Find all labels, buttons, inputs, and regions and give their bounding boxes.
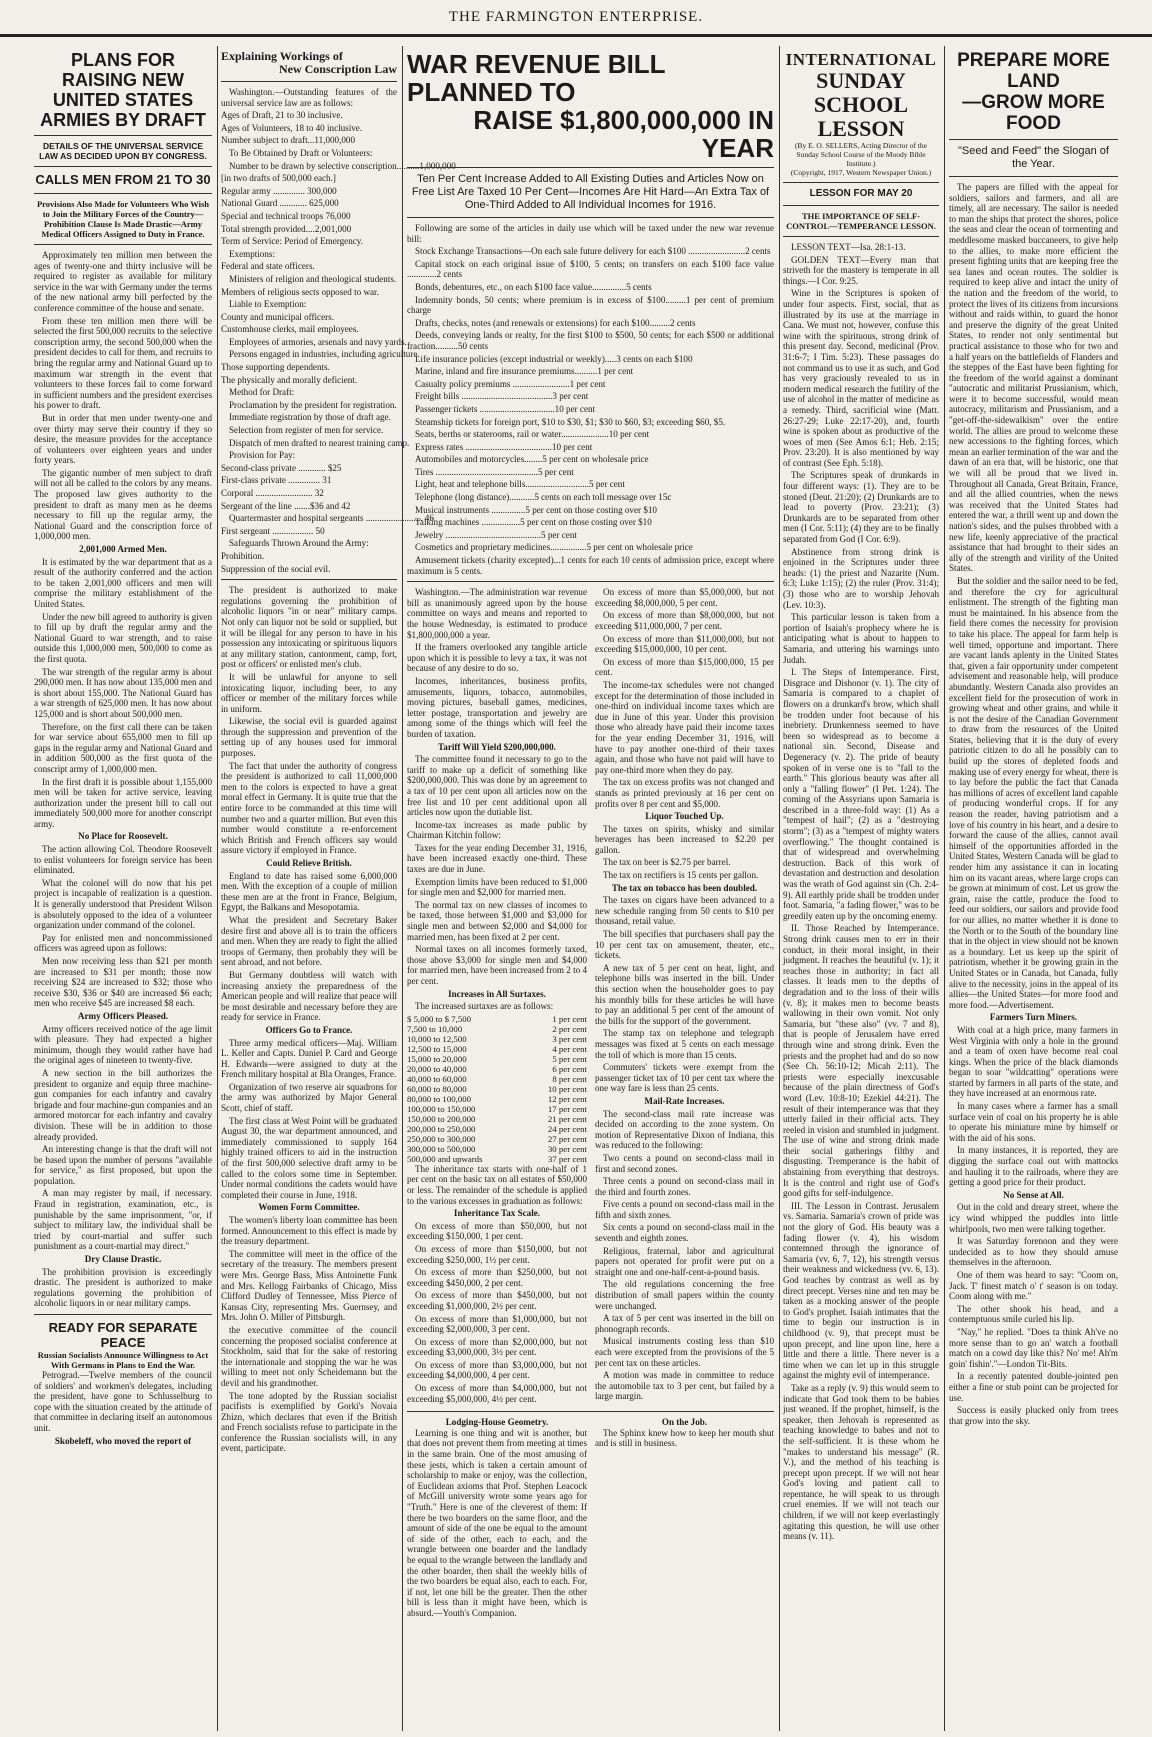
subheading: Ages of Volunteers, 18 to 40 inclusive. — [221, 122, 363, 133]
surtax-rate: 37 per cent — [547, 1153, 587, 1164]
paragraph: Steamship tickets for foreign port, $10 to $30, $1; $30 to $60, $3; exceeding $60, $5. — [415, 416, 726, 427]
paragraph: Take as a reply (v. 9) this would seem to indicate that God took them to be babies just weaned. If the prophet, himself, is the speaker, then Jehovah is represented as teaching knowledge to babes and not to the self-sufficient. It is these whom he "makes to understand his message" (R. V.), and the method of his teaching is precept upon precept. If we will not hear God's loving and patient call to repentance, he will speak to us through cruel enemies. If we will not teach our children, if we will not keep everlastingly agitating this question, he will use other means (v. 11). — [783, 1382, 939, 1542]
paragraph: Likewise, the social evil is guarded against through the suppression and prevention of the setting up of any houses used for immoral purposes. — [221, 716, 397, 759]
paragraph: Bonds, debentures, etc., on each $100 face value...............5 cents — [415, 281, 652, 292]
subheading: Tariff Will Yield $200,000,000. — [438, 741, 556, 752]
paragraph: the executive committee of the council concerning the proposed socialist conference at Stockholm, said that for the sake of restoring the internationale and stopping the war he was willing to meet not only Scheidemann but the devil and his grandmother. — [221, 1324, 397, 1388]
paragraph: The tax on rectifiers is 15 cents per gallon. — [603, 870, 759, 881]
paragraph: On excess of more than $150,000, but not exceeding $250,000, 1½ per cent. — [407, 1243, 587, 1265]
subheading: Army Officers Pleased. — [77, 1010, 169, 1021]
paragraph: What the colonel will do now that his pet project is incapable of realization is a question. It is generally understood that President Wilson is absolutely opposed to the idea of a volunteer organization under command of the colonel. — [34, 877, 212, 931]
deck-seed-feed: "Seed and Feed" the Slogan of the Year. — [958, 145, 1109, 170]
paragraph: Three cents a pound on second-class mail in the third and fourth zones. — [595, 1176, 774, 1197]
subheading: National Guard ............ 625,000 — [221, 198, 339, 209]
paragraph: I. The Steps of Intemperance. First, Disgrace and Dishonor (v. 1). The city of Samaria is compared to a chaplet of flowers on a drunkard's brow, which shall be trodden under foot because of his inebriety. Drunkenness seemed to have been so widespread as to become a national sin. Second, Disease and Degeneracy (v. 2). The pride of beauty spoken of in verse one is to "fall to the earth." This glorious beauty was after all only a "falling flower" (I Pet. 1:24). The coming of the Assyrians upon Samaria is described in a three-fold way: (1) As a "tempest of hail"; (2) as a "destroying storm"; (3) as a "tempest of mighty waters overflowing." The thought contained is that of widespread and overwhelming destruction. Back of this work of devastation and destruction and desolation was the wrath of God against sin (Ch. 2:4-9). All earthly pride shall be trodden under foot. Samaria, "a fading flower," was to be greedily eaten up by the oncoming enemy. — [783, 667, 939, 921]
paragraph: Out in the cold and dreary street, where the icy wind whipped the puddles into little whirlpools, two men were talking together. — [949, 1202, 1118, 1234]
surtax-bracket: 7,500 to 10,000 — [407, 1023, 463, 1034]
paragraph: Commuters' tickets were exempt from the passenger ticket tax of 10 per cent tax where the one way fare is less than 25 cents. — [595, 1062, 774, 1094]
job-text: The Sphinx knew how to keep her mouth shut and is still in business. — [595, 1427, 774, 1449]
surtax-bracket: 12,500 to 15,000 — [407, 1043, 467, 1054]
paragraph: The papers are filled with the appeal for soldiers, sailors and farmers, and all are timely, all are necessary. The sailor is needed to man the ships that protect the shores, police the seas and clear the ocean of tormenting and meddlesome masked buccaneers, to give help to the allies, to make more efficient the present fighting units that are keeping free the sea lanes and ocean routes. The soldier is required to keep alive and intact the unity of the nation and the freedom of the world, to protect the lives of its citizens from incursions without and raids within, to guard the honor and preserve the dignity of the great United States, to render not only sentimental but practical assistance to those who for two and a half years on the battlefields of Flanders and the steppes of the East have been fighting for the freedom of the world against a dominant "autocratic and militarist Prussianism, which, were it to become successful, would mean autocracy, militarism and Prussianism, and a "get-off-the-sidewalkism" over the entire world. The allies are proud to welcome these new accessions to the fighting forces, which mean an earlier termination of the war and the dawn of an era that, will be historic, one that we will all be proud that we lived in. Throughout all Canada, Great Britain, France, and all the allied countries, when the news was received that the United States had entered the war, a thrill went up and down the nation's sides, and the pulses throbbed with a new life, keenly appreciative of the practical assistance that had brought to their sides an ally of the strength and virility of the United States. — [949, 182, 1118, 574]
paragraph: Passenger tickets .................................10 per cent — [415, 403, 596, 414]
paragraph: If the framers overlooked any tangible article upon which it is possible to levy a tax, it was not because of any desire to do so. — [407, 642, 587, 674]
paragraph: The fact that under the authority of congress the president is authorized to call 11,000,000 men to the colors is expected to have a great moral effect in Germany. It is quite true that the entire force to be commanded at this time will number two and a quarter million. But even this number would constitute a re-enforcement which British and French officers say would assure victory if employed in France. — [221, 760, 397, 856]
surtax-row — [407, 1134, 587, 1144]
paragraph: To Be Obtained by Draft or Volunteers: — [229, 147, 373, 158]
subheading: Skobeleff, who moved the report of — [54, 1435, 192, 1446]
subheading: No Place for Roosevelt. — [78, 831, 168, 842]
paragraph: Immediate registration by those of draft age. — [229, 412, 391, 423]
deck-provisions: Provisions Also Made for Volunteers Who Wish to Join the Military Forces of the Country—Prohibition Clause Is Made Drastic—Army Medical Officers Assigned to Duty in France. — [36, 199, 210, 239]
subheading: Federal and state officers. — [221, 261, 315, 272]
geometry-article — [407, 1417, 587, 1620]
subheading: County and municipal officers. — [221, 311, 334, 322]
surtax-row — [407, 1014, 587, 1024]
column-war-revenue — [407, 50, 774, 1728]
paragraph: "Nay," he replied. "Does ta think Ah've no more sense than to go an' watch a football match on a cowd day like this? No' me! Ah'm goin' fishin'."—London Tit-Bits. — [949, 1326, 1118, 1369]
subheading: Members of religious sects opposed to war. — [221, 286, 379, 297]
paragraph: Musical instruments costing less than $10 each were excepted from the provisions of the 5 per cent tax on these articles. — [595, 1336, 774, 1368]
paragraph: The second-class mail rate increase was decided on according to the zone system. On motion of Representative Dixon of Indiana, this was reduced to the following: — [595, 1108, 774, 1151]
paragraph: Deeds, conveying lands or realty, for the first $100 to $500, 50 cents; for each $500 or additional fraction..........50 cents — [407, 330, 774, 351]
paragraph: On excess of more than $11,000,000, but not exceeding $15,000,000, 10 per cent. — [595, 633, 774, 655]
subheading: Ages of Draft, 21 to 30 inclusive. — [221, 110, 343, 121]
subheading: Liquor Touched Up. — [645, 811, 724, 822]
paragraph: Exemptions: — [229, 248, 275, 259]
paragraph: Six cents a pound on second-class mail in the seventh and eighth zones. — [595, 1222, 774, 1244]
subheading: Customhouse clerks, mail employees. — [221, 324, 359, 335]
article-body — [783, 242, 939, 1542]
paragraph: This particular lesson is taken from a portion of Isaiah's prophecy where he is anticipating what is about to happen to Samaria, and uttering his warnings unto Judah. — [783, 612, 939, 665]
paragraph: Men now receiving less than $21 per month are increased to $31 per month; those now receiving $24 are increased to $32; those who receive $30, $36 or $40 are increased $6 each; men who receive $45 are increased $8 each. — [34, 956, 212, 1009]
paragraph: On excess of more than $8,000,000, but not exceeding $11,000,000, 7 per cent. — [595, 610, 774, 631]
paragraph: Employees of armories, arsenals and navy yards. — [229, 336, 407, 347]
paragraph: Proclamation by the president for registration. — [229, 399, 397, 410]
lesson-topic: THE IMPORTANCE OF SELF-CONTROL—TEMPERANCE LESSON. — [786, 211, 936, 231]
paragraph: The tone adopted by the Russian socialist pacifists is exemplified by Gorki's Novaia Zhizn, which declares that even if the British and French socialists refuse to participate in the conference the Russian socialists will, in any event, participate. — [221, 1390, 397, 1454]
title-international: INTERNATIONAL — [785, 50, 937, 69]
paragraph: Approximately ten million men between the ages of twenty-one and thirty inclusive will be required to register as available for military service in the war with Germany under the terms of the new national army bill perfected by the conference committee of the house and senate. — [34, 250, 212, 313]
deck-details: DETAILS OF THE UNIVERSAL SERVICE LAW AS DECIDED UPON BY CONGRESS. — [39, 141, 207, 161]
paragraph: Marine, inland and fire insurance premiums..........1 per cent — [415, 366, 634, 377]
paragraph: It will be unlawful for anyone to sell intoxicating liquor, including beer, to any officer or member of the military forces while in uniform. — [221, 671, 397, 714]
intro-text: Following are some of the articles in daily use which will be taxed under the new war revenue bill: — [407, 223, 774, 244]
paragraph: Amusement tickets (charity excepted)...1 cents for each 10 cents of admission price, except where maximum is 5 cents. — [407, 555, 774, 576]
surtax-row — [407, 1024, 587, 1034]
subheading: Special and technical troops 76,000 — [221, 210, 351, 221]
subheading: No Sense at All. — [1003, 1189, 1064, 1200]
subheading: First-class private .............. 31 — [221, 475, 332, 486]
paragraph: It was Saturday forenoon and they were undecided as to how they should amuse themselves in the afternoon. — [949, 1236, 1118, 1268]
paragraph: Automobiles and motorcycles........5 per cent on wholesale price — [415, 454, 649, 465]
paragraph: On excess of more than $5,000,000, but not exceeding $8,000,000, 5 per cent. — [595, 587, 774, 608]
subheading: Those supporting dependents. — [221, 362, 330, 373]
tax-list — [407, 246, 774, 576]
subheading: Increases in All Surtaxes. — [448, 988, 546, 999]
subheading: Inheritance Tax Scale. — [453, 1208, 541, 1219]
headline-war-revenue: WAR REVENUE BILL PLANNED TO — [407, 49, 666, 107]
deck-ten-per-cent: Ten Per Cent Increase Added to All Existing Duties and Articles Now on Free List Are Taxed 10 Per Cent—Incomes Are Hit Hard—An Extra Tax of One-Third Added to All Individual Incomes for 1916. — [411, 173, 770, 211]
paragraph: But the soldier and the sailor need to be fed, and therefore the cry for agricultural enlistment. The strength of the fighting man must be maintained. In his absence from the field there comes the necessity for provision to take his place. The appeal for farm help is well timed, opportune and important. There are vacant lands aplenty in the United States that, given a fair opportunity under competent advisement and reasonable help, will produce abundantly. Western Canada also provides an excellent field for the prosecution of work in growing wheat and other grains, and while it is not the desire of the Canadian Government to draw from the resources of the United States, believing that it is the duty of every patriotic citizen to do all he possibly can to build up the stores of depleted foods and making use of every energy for wheat, there is to lay before the public the fact that Canada has millions of acres of excellent land capable of producing wonderful crops. If for any reason the reader, having patriotism and a love of his country in his heart, and a desire to forward the cause of the allies, cannot avail himself of the opportunities afforded in the United States, Western Canada will be glad to render him any assistance it can in locating him on its vacant areas, where large crops can be grown at minimum of cost. Let us grow the grain, raise the cattle, produce the food to feed our soldiers, our sailors and provide food for our allies, no matter whether it is done to the North or to the South of the boundary line that in the object in view should not be known as a boundary. Let us keep up the spirit of patriotism, whether it be growing grain in the United States or in Canada, but Canada, fully alive to the necessity, joins in the appeal of its allies—the United States—for more food and more food.—Advertisement. — [949, 575, 1118, 1010]
paragraph: Drafts, checks, notes (and renewals or extensions) for each $100.........2 cents — [415, 317, 696, 328]
paragraph: The committee found it necessary to go to the tariff to make up a deficit of something like $200,000,000. This was done by an agreement to a tax of 10 per cent upon all articles now on the free list and 10 per cent additional upon all articles now upon the dutiable list. — [407, 754, 587, 818]
article-body — [34, 250, 212, 1309]
headline-prepare-land: PREPARE MORE LAND — [957, 50, 1110, 92]
surtax-row — [407, 1044, 587, 1054]
paragraph: Telephone (long distance)...........5 cents on each toll message over 15c — [415, 492, 672, 503]
paragraph: On excess of more than $50,000, but not exceeding $150,000, 1 per cent. — [407, 1220, 587, 1242]
surtax-rate: 6 per cent — [552, 1063, 587, 1074]
surtax-row — [407, 1034, 587, 1044]
surtax-rate: 24 per cent — [547, 1123, 587, 1134]
paragraph: In many cases where a farmer has a small surface vein of coal on his property he is able to operate his miniature mine by himself or with the aid of his sons. — [949, 1101, 1118, 1143]
paragraph: One of them was heard to say: "Coom on, Jack. T' finest match o' t' season is on today. Coom along with me." — [949, 1269, 1118, 1302]
paragraph: Cosmetics and proprietary medicines................5 per cent on wholesale price — [415, 542, 693, 553]
paragraph: II. Those Reached by Intemperance. Strong drink causes men to err in their conduct, in their moral insight, in their judgment. It reaches the beautiful (v. 1); it reaches those in authority; in fact all classes. It leads men to the depths of degradation and to the loss of their wills (v. 8); it makes men to become beasts wallowing in their own vomit. Not only Samaria, but "these also" (vv. 7 and 8), that is people of Jerusalem have erred through wine and strong drink. Even the priests and the prophet had and do so now (See Ch. 56:10-12; Micah 2:11). The priests were especially inexcusable because of the plain directness of God's word (Lev. 10:8-10; Ezekiel 44:21). The result of their intemperance was that they utterly failed in their official acts. They reeled in vision and stumbled in judgment. The use of wine and strong drink made their social gatherings filthy and disgusting. Tremperance is the habit of abstaining from everything that destroys. It is the control and right use of God's good gifts for self-indulgence. — [783, 923, 939, 1199]
subheading: [in two drafts of 500,000 each.] — [221, 173, 336, 184]
paragraph: The gigantic number of men subject to draft will not all be called to the colors by any means. The proposed law gives authority to the president to draft as many men as he deems necessary to fill up the regular army, the National Guard and the conscription force of 1,000,000 men. — [34, 467, 212, 542]
paragraph: Two cents a pound on second-class mail in first and second zones. — [595, 1152, 774, 1174]
headline-grow-food: —GROW MORE FOOD — [962, 92, 1105, 134]
intro-text: Washington.—Outstanding features of the universal service law are as follows: — [221, 87, 397, 108]
surtax-row — [407, 1054, 587, 1064]
surtax-bracket: 80,000 to 100,000 — [407, 1093, 472, 1104]
paragraph: Method for Draft: — [229, 387, 295, 398]
headline-army-draft: PLANS FOR RAISING NEW UNITED STATES ARMIES BY DRAFT — [40, 50, 206, 130]
surtax-row — [407, 1074, 587, 1084]
paragraph: Washington.—The administration war revenue bill as unanimously agreed upon by the house committee on ways and means and reported to the house Wednesday, is estimated to produce $1,800,000,000 a year. — [407, 587, 587, 640]
surtax-rate: 21 per cent — [547, 1113, 587, 1124]
paragraph: Dispatch of men drafted to nearest training camp. — [229, 437, 410, 448]
column-army-draft — [34, 50, 212, 1728]
surtax-row — [407, 1094, 587, 1104]
paragraph: A new tax of 5 per cent on heat, light, and telephone bills was inserted in the bill. Under this section when the householder goes to pay his monthly bills for these articles he will have to pay an additional 5 per cent of the amount of the bills for the support of the government. — [595, 962, 774, 1026]
subheading: Farmers Turn Miners. — [989, 1012, 1078, 1023]
paragraph: The war strength of the regular army is about 290,000 men. It has now about 135,000 men and is short about 155,000. The National Guard has a war strength of 625,000 men. It has now about 125,000 and is short about 500,000 men. — [34, 666, 212, 719]
geometry-text: Learning is one thing and wit is another, but that does not prevent them from meeting at times in the same brain. One of the most amusing of these jests, which is taken a certain amount of scholarship to make or enjoy, was the collection, of Euclidean axioms that Prof. Stephen Leacock of McGill university wrote some years ago for "Truth." Here is one of the cleverest of them: If there be two boarders on the same floor, and the amount of side of the one be equal to the amount of side of the other, each to each, and the wrangle between one boarder and the landlady be equal to the wrangle between the landlady and the other boarder, then shall the weekly bills of the two boarders be equal also, each to each. For, if not, let one bill be the greater. Then the other bill is less than it might have been, which is absurd.—Youth's Companion. — [407, 1427, 587, 1618]
paragraph: Religious, fraternal, labor and agricultural papers not operated for profit were put on a straight one and one-half-cent-a-pound basis. — [595, 1245, 774, 1277]
paragraph: Under the new bill agreed to authority is given to fill up by draft the regular army and the National Guard to war strength, and to raise outside this 1,000,000 men, 500,000 to come as the first quota. — [34, 611, 212, 664]
paragraph: Exemption limits have been reduced to $1,000 for single men and $2,000 for married men. — [407, 876, 587, 898]
paragraph: A man may register by mail, if necessary. Fraud in registration, examination, etc., is punishable by the same imprisonment, "or, if subject to military law, the individual shall be tried by court-martial and suffer such punishment as a court-martial may direct." — [34, 1188, 212, 1252]
surtax-rate: 5 per cent — [552, 1053, 587, 1064]
paragraph: The normal tax on new classes of incomes to be taxed, those between $1,000 and $3,000 for single men and between $2,000 and $4,000 for married men, has been fixed at 2 per cent. — [407, 899, 587, 942]
paragraph: Success is easily plucked only from trees that grow into the sky. — [949, 1405, 1118, 1426]
paragraph: Freight bills ........................................3 per cent — [415, 391, 589, 402]
paragraph: On excess of more than $450,000, but not exceeding $1,000,000, 2½ per cent. — [407, 1290, 587, 1311]
surtax-bracket: 100,000 to 150,000 — [407, 1103, 476, 1114]
subheading: Corporal ......................... 32 — [221, 488, 324, 498]
subheading: Women Form Committee. — [258, 1202, 360, 1213]
paragraph: A tax of 5 per cent was inserted in the bill on phonograph records. — [595, 1313, 774, 1334]
paragraph: Life insurance policies (except industrial or weekly).....3 cents on each $100 — [415, 353, 693, 364]
subheading: Prohibition. — [221, 550, 265, 561]
lesson-date: LESSON FOR MAY 20 — [809, 188, 913, 199]
paragraph: On excess of more than $15,000,000, 15 per cent. — [595, 656, 774, 678]
paragraph: On excess of more than $250,000, but not exceeding $450,000, 2 per cent. — [407, 1267, 587, 1288]
column-sunday-school — [783, 50, 939, 1728]
article-body — [221, 585, 397, 1454]
surtax-rate: 1 per cent — [552, 1013, 587, 1024]
paragraph: Quartermaster and hospital sergeants ......................... 46 — [229, 513, 434, 524]
paragraph: Selection from register of men for service. — [229, 425, 384, 436]
paragraph: Provision for Pay: — [229, 450, 296, 461]
paragraph: Casualty policy premiums .........................1 per cent — [415, 378, 606, 389]
subheading: Suppression of the social evil. — [221, 563, 331, 574]
subheading: First sergeant .................. 50 — [221, 525, 325, 536]
subheading: Total strength provided....2,001,000 — [221, 223, 352, 234]
surtax-rate: 30 per cent — [547, 1143, 587, 1154]
surtax-rate: 12 per cent — [547, 1093, 587, 1104]
paragraph: Jewelry ..........................................5 per cent — [415, 529, 577, 540]
column-rule — [779, 46, 780, 1731]
paragraph: The tax on excess profits was not changed and stands as printed previously at 16 per cent on profits over 8 per cent and $5,000. — [595, 777, 774, 809]
subheading: The physically and morally deficient. — [221, 374, 358, 385]
paragraph: Five cents a pound on second-class mail in the fifth and sixth zones. — [595, 1199, 774, 1220]
surtax-bracket: 150,000 to 200,000 — [407, 1113, 476, 1124]
masthead-title: THE FARMINGTON ENTERPRISE. — [448, 9, 704, 25]
paragraph: The Scriptures speak of drunkards in four different ways: (1). They are to be stoned (Deut. 21:20); (2) Drunkards are to lead to poverty (Prov. 23:21); (3) Drunkards are to be separated from other men (I Cor. 5:11); (4) they are to be finally separated from God (I Cor. 6:9). — [783, 470, 939, 545]
paragraph: Incomes, inheritances, business profits, amusements, liquors, tobacco, automobiles, moving pictures, baseball games, medicines, letter postage, transportation and jewelry are among some of the things which will feel the burden of taxation. — [407, 675, 587, 739]
paragraph: Taxes for the year ending December 31, 1916, have been increased exactly one-third. These taxes are due in June. — [407, 842, 587, 875]
paragraph: The president is authorized to make regulations governing the prohibition of alcoholic liquors "in or near" military camps. Not only can liquor not be sold or supplied, but it will be illegal for any person to have in his possession any intoxicating or spirituous liquors at any military station, cantonment, camp, fort, post or officers' or enlisted men's club. — [221, 585, 397, 670]
surtax-row — [407, 1084, 587, 1094]
paragraph: On excess of more than $2,000,000, but not exceeding $3,000,000, 3½ per cent. — [407, 1336, 587, 1358]
surtax-rate: 10 per cent — [547, 1083, 587, 1094]
surtax-bracket: 500,000 and upwards — [407, 1153, 483, 1164]
paragraph: In the first draft it is possible about 1,155,000 men will be taken for active service, leaving authorization under the present bill to call out immediately 500,000 more for another conscript army. — [34, 776, 212, 829]
paragraph: The bill specifies that purchasers shall pay the 10 per cent tax on amusement, theater, etc., tickets. — [595, 929, 774, 961]
paragraph: The women's liberty loan committee has been formed. Announcement to this effect is made by the treasury department. — [221, 1215, 397, 1247]
geometry-heading: Lodging-House Geometry. — [445, 1417, 549, 1428]
paragraph: The taxes on cigars have been advanced to a new schedule ranging from 50 cents to $10 per thousand, retail value. — [595, 895, 774, 927]
surtax-bracket: 40,000 to 60,000 — [407, 1073, 467, 1084]
subheading: 2,001,000 Armed Men. — [79, 544, 167, 555]
surtax-bracket: 10,000 to 12,500 — [407, 1033, 467, 1044]
paragraph: The increased surtaxes are as follows: — [415, 1001, 554, 1012]
subheading: Second-class private ............ $25 — [221, 462, 342, 473]
surtax-table — [407, 1014, 587, 1164]
column-rule — [402, 46, 403, 1731]
surtax-bracket: 20,000 to 40,000 — [407, 1063, 467, 1074]
surtax-rate: 17 per cent — [547, 1103, 587, 1114]
article-body — [949, 182, 1118, 1426]
job-article — [595, 1417, 774, 1620]
column-rule — [944, 46, 945, 1731]
surtax-row — [407, 1064, 587, 1074]
paragraph: The action allowing Col. Theodore Roosevelt to enlist volunteers for foreign service has been eliminated. — [34, 844, 212, 876]
revenue-right-column — [595, 587, 774, 1406]
column-prepare-land — [949, 50, 1118, 1728]
subheading: Could Relieve British. — [266, 858, 352, 868]
surtax-bracket: 250,000 to 300,000 — [407, 1133, 476, 1144]
paragraph: The stamp tax on telephone and telegraph messages was fixed at 5 cents on each message the toll of which is more than 15 cents. — [595, 1028, 774, 1060]
paragraph: Therefore, on the first call there can be taken for war service about 655,000 men to fill up gaps in the regular army and National Guard and in addition 500,000 as the first quota of the conscript army of 1,000,000 men. — [34, 721, 212, 774]
deck-calls-men: CALLS MEN FROM 21 TO 30 — [35, 172, 211, 187]
masthead — [0, 0, 1152, 37]
paragraph: Pay for enlisted men and noncommissioned officers was agreed upon as follows: — [34, 932, 212, 954]
paragraph: Organization of two reserve air squadrons for the army was authorized by Major General Scott, chief of staff. — [221, 1081, 397, 1114]
subheading: Mail-Rate Increases. — [644, 1095, 725, 1106]
surtax-rate: 4 per cent — [552, 1043, 587, 1054]
column-rule — [217, 46, 218, 1731]
headline-conscription: New Conscription Law — [278, 62, 397, 76]
paragraph: III. The Lesson in Contrast. Jerusalem vs. Samaria. Samaria's crown of pride was not the glory of God. His beauty was a fading flower (v. 4), his wisdom contemned through the ignorance of Samaria (vv. 6, 7, 12), his strength versus their weakness and wickedness (vv. 6, 13). God teaches by contrast as well as by direct precept. Verses nine and ten may be taken as a mocking answer of the people to God's prophet. Isaiah intimates that the time to begin our instruction is in childhood (v. 9), that precept must be upon precept, and line upon line, here a little and there a little. There never is a time when we can let up in this struggle against the mighty evil of intemperance. — [783, 1200, 939, 1381]
paragraph: Musical instruments ...............5 per cent on those costing over $10 — [415, 504, 657, 515]
paragraph: Seats, berths or staterooms, rail or water.....................10 per cent — [415, 429, 650, 440]
paragraph: It is estimated by the war department that as a result of the authority conferred and the action to be taken 2,001,000 officers and men will comprise the military establishment of the United States. — [34, 556, 212, 609]
paragraph: Safeguards Thrown Around the Army: — [229, 538, 369, 549]
paragraph: LESSON TEXT—Isa. 28:1-13. — [791, 242, 906, 252]
article-body — [34, 1370, 212, 1446]
subheading: The tax on tobacco has been doubled. — [611, 882, 758, 893]
subheading: Sergeant of the line .......$36 and 42 — [221, 500, 351, 511]
surtax-bracket: $ 5,000 to $ 7,500 — [407, 1013, 472, 1024]
byline: (By E. O. SELLERS, Acting Director of the Sunday School Course of the Moody Bible Institute.) — [794, 141, 928, 168]
surtax-rate: 27 per cent — [547, 1133, 587, 1144]
paragraph: But in order that men under twenty-one and over thirty may serve their country if they so desire, the measure provides for the acceptance of volunteers over eighteen years and under forty years. — [34, 412, 212, 466]
paragraph: Number to be drawn by selective conscription..........1,000,000 — [229, 160, 456, 171]
surtax-bracket: 60,000 to 80,000 — [407, 1083, 467, 1094]
paragraph: In a recently patented double-jointed pen either a fine or stub point can be projected for use. — [949, 1371, 1118, 1403]
surtax-row — [407, 1124, 587, 1134]
surtax-rate: 8 per cent — [552, 1073, 587, 1084]
paragraph: An interesting change is that the draft will not be based upon the number of persons "available for service," as first proposed, but upon the population. — [34, 1144, 212, 1186]
subheading: Regular army .............. 300,000 — [221, 185, 337, 196]
paragraph: The taxes on spirits, whisky and similar beverages has been increased to $2.20 per gallon. — [595, 823, 774, 855]
subheading: Officers Go to France. — [265, 1024, 353, 1035]
paragraph: The tax on beer is $2.75 per barrel. — [603, 857, 731, 868]
paragraph: The inheritance tax starts with one-half of 1 per cent on the basic tax on all estates of $50,000 or less. The remainder of the schedule is applied to the various excesses in graduation as follows: — [407, 1163, 587, 1206]
surtax-rate: 2 per cent — [552, 1023, 587, 1034]
paragraph: In many instances, it is reported, they are digging the surface coal out with mattocks and hauling it to the railroads, where they are getting a good price for their product. — [949, 1145, 1118, 1188]
paragraph: Three army medical officers—Maj. William L. Keller and Capts. Daniel P. Card and George H. Edwards—were assigned to duty at the French military hospital at Bla Oranges, France. — [221, 1037, 397, 1080]
paragraph: Normal taxes on all incomes formerly taxed, those above $3,000 for single men and $4,000 for married men, have been increased from 2 to 4 per cent. — [407, 944, 587, 986]
paragraph: GOLDEN TEXT—Every man that striveth for the mastery is temperate in all things.—I Cor. 9:25. — [783, 254, 939, 286]
paragraph: Stock Exchange Transactions—On each sale future delivery for each $100 .........................2 cents — [415, 246, 771, 257]
headline-explaining: Explaining Workings of — [221, 49, 343, 63]
paragraph: Light, heat and telephone bills............................5 per cent — [415, 479, 625, 490]
title-lesson: LESSON — [817, 116, 905, 141]
paragraph: With coal at a high price, many farmers in West Virginia with only a hole in the ground and a team of oxen have become real coal kings. When the price of the black diamonds began to soar "wildcatting" operations were started by farmers in all parts of the state, and they have increased at an enormous rate. — [949, 1024, 1118, 1099]
surtax-row — [407, 1114, 587, 1124]
features-list — [221, 110, 456, 574]
paragraph: Ministers of religion and theological students. — [229, 273, 397, 284]
subheading: Number subject to draft...11,000,000 — [221, 135, 356, 146]
title-sunday-school: SUNDAY SCHOOL — [813, 68, 909, 117]
headline-raise: RAISE $1,800,000,000 IN YEAR — [473, 105, 774, 163]
paragraph: A new section in the bill authorizes the president to organize and equip three machine-gun companies for each infantry and cavalry brigade and four machine-gun companies and an armored motorcar for each infantry and cavalry division. These will be in addition to those already provided. — [34, 1067, 212, 1142]
copyright: (Copyright, 1917, Western Newspaper Union.) — [790, 168, 932, 177]
headline-separate-peace: READY FOR SEPARATE PEACE — [48, 1320, 198, 1350]
paragraph: The income-tax schedules were not changed except for the determination of those included in one-third on individual income taxes which are due in June of this year. Under this provision those who already have paid their income taxes for the year ending December 31, 1916, will have to pay another one-third of their taxes again, and those who have not paid will have to pay one-third more when they do pay. — [595, 679, 774, 775]
paragraph: A motion was made in committee to reduce the automobile tax to 3 per cent, but failed by a large margin. — [595, 1370, 774, 1402]
paragraph: Income-tax increases as made public by Chairman Kitchin follow: — [407, 819, 587, 841]
job-heading: On the Job. — [661, 1417, 708, 1428]
revenue-left-column — [407, 587, 587, 1406]
paragraph: Express rates ......................................10 per cent — [415, 441, 593, 452]
paragraph: The committee will meet in the office of the secretary of the treasury. The members present were Mrs. George Bass, Miss Antoinette Funk and Mrs. Kellogg Fairbanks of Chicago, Miss Clifford Dudley of Tennessee, Miss Pierce of Kansas City, representing Mrs. Guernsey, and Mrs. John O. Miller of Pittsburgh. — [221, 1248, 397, 1323]
surtax-row — [407, 1104, 587, 1114]
surtax-bracket: 15,000 to 20,000 — [407, 1053, 467, 1064]
surtax-bracket: 200,000 to 250,000 — [407, 1123, 476, 1134]
paragraph: On excess of more than $4,000,000, but not exceeding $5,000,000, 4½ per cent. — [407, 1383, 587, 1404]
paragraph: England to date has raised some 6,000,000 men. With the exception of a couple of million these men are at the front in France, Belgium, Egypt, the Balkans and Mesopotamia. — [221, 870, 397, 913]
subheading: Term of Service: Period of Emergency. — [221, 236, 364, 247]
paragraph: But Germany doubtless will watch with increasing anxiety the preparedness of the American people and will realize that peace will be most desirable and necessary before they are ready for service in France. — [221, 969, 397, 1023]
subheading: Dry Clause Drastic. — [84, 1254, 162, 1265]
paragraph: The other shook his head, and a contemptuous smile curled his lip. — [949, 1303, 1118, 1325]
surtax-rate: 3 per cent — [552, 1033, 587, 1044]
paragraph: Petrograd.—Twelve members of the council of soldiers' and workmen's delegates, including the president, have gone to Schlusselburg to cope with the situation created by the attitude of that committee in declaring itself an autonomous unit. — [34, 1370, 212, 1433]
paragraph: On excess of more than $1,000,000, but not exceeding $2,000,000, 3 per cent. — [407, 1313, 587, 1335]
paragraph: Wine in the Scriptures is spoken of under four aspects. First, social, that as illustrated by its use at the marriage in Cana. We must not, however, confuse this wine with the spirituous, strong drink of this present day. Second, medicinal (Prov. 31:6-7; I Tim. 5:23). These passages do not command us to use it as such, and God has very graciously revealed to us in modern medical research the futility of the use of alcohol in the matter of medicine as a remedy. Third, sacrificial wine (Matt. 26:27-29; Luke 22:17-20), and, fourth wine is spoken about as productive of the woes of men (See Amos 6:1; Heb. 2:15; Prov. 23:20). It is also mentioned by way of contrast (See Eph. 5:18). — [783, 288, 939, 468]
paragraph: The first class at West Point will be graduated August 30, the war department announced, and immediately commissioned to supply 164 highly trained officers to aid in the instruction of the first 500,000 selective draft army to be called to the colors some time in September. Under normal conditions the cadets would have completed their course in June, 1918. — [221, 1115, 397, 1200]
surtax-bracket: 300,000 to 500,000 — [407, 1143, 476, 1154]
paragraph: The prohibition provision is exceedingly drastic. The president is authorized to make regulations governing the prohibition of alcoholic liquors in or near military camps. — [34, 1266, 212, 1309]
deck-russian-socialists: Russian Socialists Announce Willingness to Act With Germans in Plans to End the War. — [37, 1350, 209, 1370]
paragraph: Indemnity bonds, 50 cents; where premium is in excess of $100.........1 per cent of premium charge — [407, 294, 774, 316]
paragraph: What the president and Secretary Baker desire first and above all is to train the officers and men. When they are ready to fight the allied troops of Germany, then probably they will be sent abroad, and not before. — [221, 914, 397, 968]
paragraph: Army officers received notice of the age limit with pleasure. They had expected a higher minimum, though they would rather have had the original ages of nineteen to twenty-five. — [34, 1023, 212, 1066]
paragraph: Abstinence from strong drink is enjoined in the Scriptures under three heads: (1) the priest and Nazarite (Num. 6:3; Luke 1:15); (2) the ruler (Prov. 31:4); (3) those who are to worship Jehovah (Lev. 10:3). — [783, 546, 939, 610]
paragraph: Tires .............................................5 per cent — [415, 466, 574, 477]
paragraph: Capital stock on each original issue of $100, 5 cents; on transfers on each $100 face value .............2 cents — [407, 258, 774, 280]
paragraph: From these ten million men there will be selected the first 500,000 recruits to the selective conscription army, the second 500,000 when the president decides to call for them, and recruits to bring the regular army and National Guard up to maximum war strength in the event that volunteers to these forces fail to come forward in sufficient numbers and the president exercises his power to draft. — [34, 315, 212, 411]
paragraph: Persons engaged in industries, including agriculture. — [229, 349, 420, 360]
surtax-row — [407, 1154, 587, 1164]
paragraph: Talking machines .................5 per cent on those costing over $10 — [415, 517, 652, 528]
paragraph: Liable to Exemption: — [229, 299, 307, 310]
paragraph: On excess of more than $3,000,000, but not exceeding $4,000,000, 4 per cent. — [407, 1359, 587, 1381]
paragraph: The old regulations concerning the free distribution of small papers within the county were unchanged. — [595, 1279, 774, 1311]
surtax-row — [407, 1144, 587, 1154]
